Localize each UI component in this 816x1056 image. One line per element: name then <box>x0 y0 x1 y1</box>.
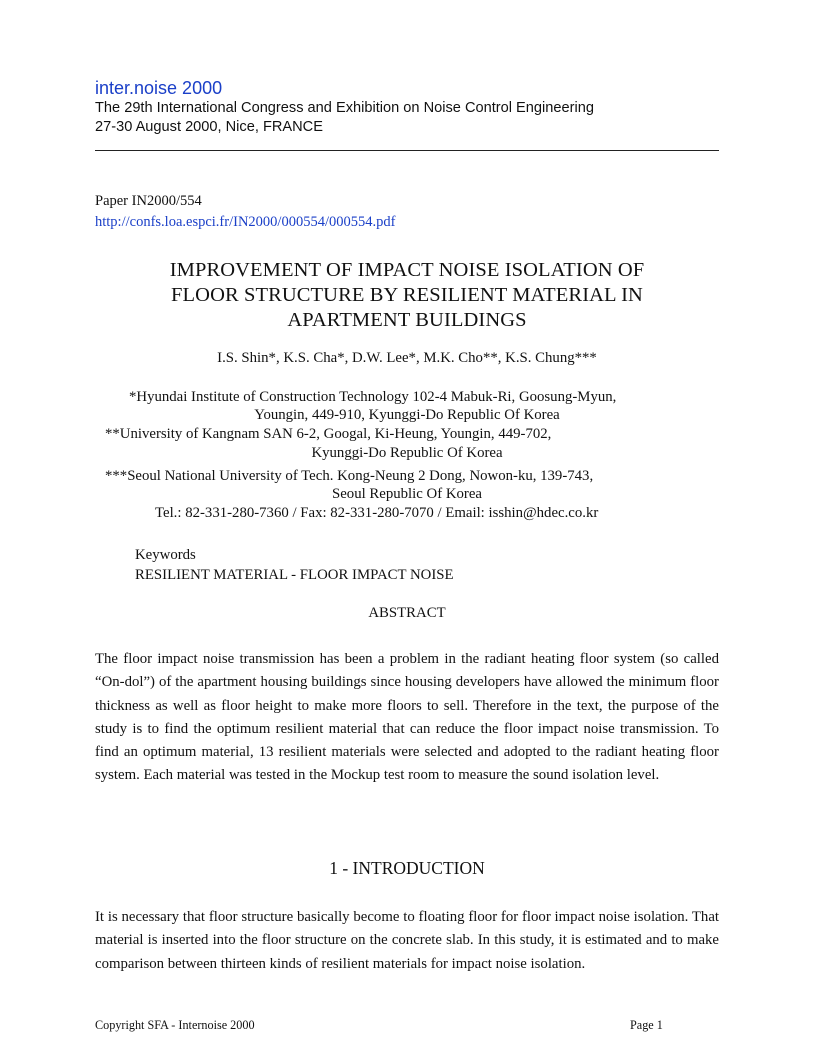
paper-url-link[interactable]: http://confs.loa.espci.fr/IN2000/000554/000554.pdf <box>95 214 396 230</box>
paper-title-line-3: APARTMENT BUILDINGS <box>287 309 527 331</box>
introduction-heading: 1 - INTRODUCTION <box>329 858 485 878</box>
affiliation-line: Youngin, 449-910, Kyunggi-Do Republic Of Korea <box>254 407 560 423</box>
footer-copyright: Copyright SFA - Internoise 2000 <box>95 1018 255 1032</box>
footer-page-number: Page 1 <box>630 1018 663 1032</box>
header-divider <box>95 150 719 151</box>
abstract-text: The floor impact noise transmission has been a problem in the radiant heating floor system (so called “On-dol”) of the apartment housing buildings since housing developers have allowed the minimum floor thickness as well as floor height to make more floors to sell. Therefore in the text, the purpose of the study is to find the optimum resilient material that can reduce the floor impact noise transmission. To find an optimum material, 13 resilient materials were selected and adopted to the radiant heating floor system. Each material was tested in the Mockup test room to measure the sound isolation level. <box>95 651 719 784</box>
affiliation-line: ***Seoul National University of Tech. Kong-Neung 2 Dong, Nowon-ku, 139-743, <box>105 468 594 484</box>
abstract-heading: ABSTRACT <box>368 605 446 621</box>
paper-authors: I.S. Shin*, K.S. Cha*, D.W. Lee*, M.K. Cho**, K.S. Chung*** <box>217 350 597 366</box>
paper-title-line-1: IMPROVEMENT OF IMPACT NOISE ISOLATION OF <box>169 259 645 281</box>
contact-info: Tel.: 82-331-280-7360 / Fax: 82-331-280-7070 / Email: isshin@hdec.co.kr <box>155 505 599 521</box>
keywords-text: RESILIENT MATERIAL - FLOOR IMPACT NOISE <box>135 567 454 583</box>
introduction-text: It is necessary that floor structure basically become to floating floor for floor impact noise isolation. That material is inserted into the floor structure on the concrete slab. In this study, it is estimated and to make comparison between thirteen kinds of resilient materials for impact noise isolation. <box>95 909 719 972</box>
conference-full-title: The 29th International Congress and Exhibition on Noise Control Engineering <box>95 100 594 116</box>
paper-title-line-2: FLOOR STRUCTURE BY RESILIENT MATERIAL IN <box>171 284 643 306</box>
conference-date-place: 27-30 August 2000, Nice, FRANCE <box>95 119 323 135</box>
conference-name: inter.noise 2000 <box>95 78 223 98</box>
affiliation-line: **University of Kangnam SAN 6-2, Googal, Ki-Heung, Youngin, 449-702, <box>105 426 552 442</box>
paper-id: Paper IN2000/554 <box>95 193 202 209</box>
keywords-label: Keywords <box>135 547 196 563</box>
affiliation-line: *Hyundai Institute of Construction Technology 102-4 Mabuk-Ri, Goosung-Myun, <box>129 389 617 405</box>
affiliation-line: Seoul Republic Of Korea <box>332 486 482 502</box>
affiliation-line: Kyunggi-Do Republic Of Korea <box>311 445 503 461</box>
